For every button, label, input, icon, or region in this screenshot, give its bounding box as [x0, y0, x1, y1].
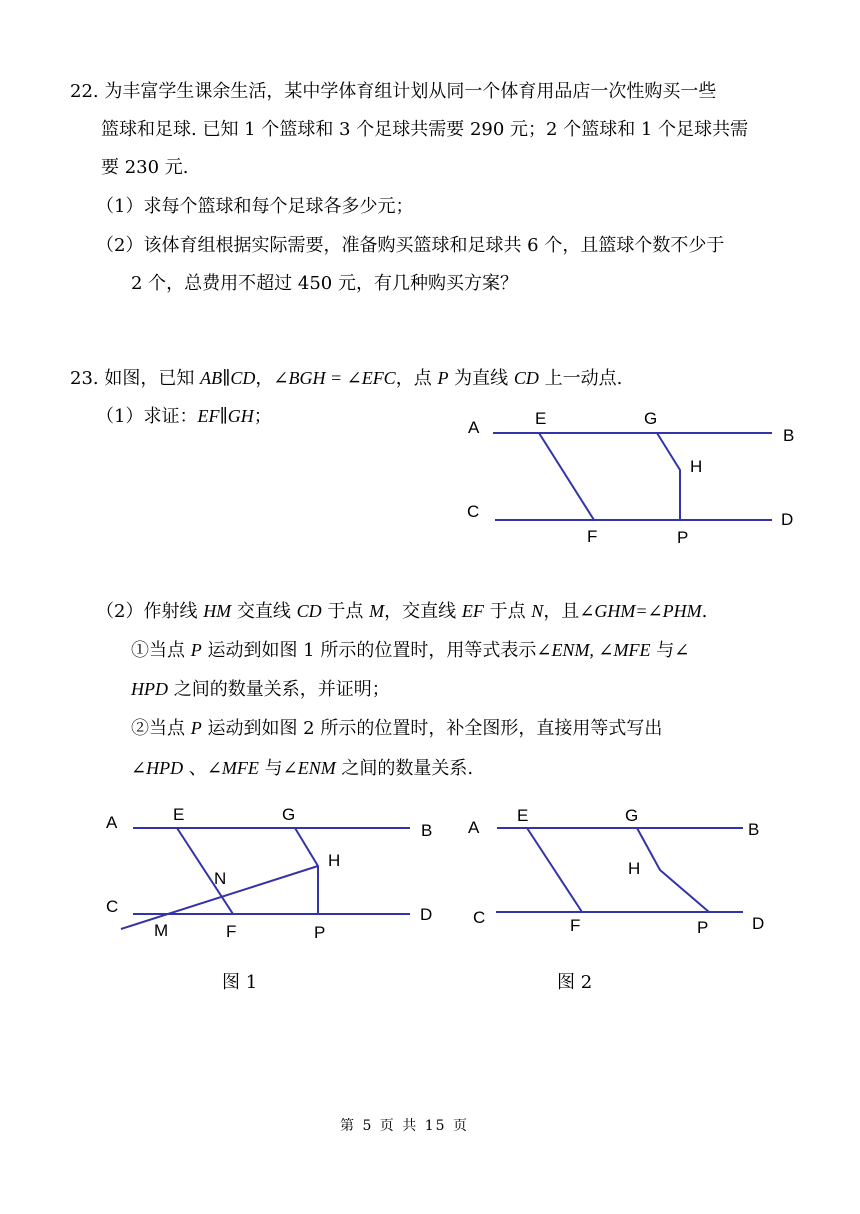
q22-line-3: 要 230 元.	[101, 157, 189, 178]
label-c: C	[467, 502, 480, 521]
label-b: B	[748, 820, 760, 839]
label-a: A	[468, 818, 480, 837]
q23-sub-1-text: 之间的数量关系，并证明；	[168, 679, 390, 700]
label-e: E	[173, 805, 185, 824]
q23-intro-math: ∠BGH = ∠EFC	[273, 368, 396, 388]
q23-sub-2-math: ∠ENM	[282, 758, 336, 778]
q23-part-2-math: ∠GHM=∠PHM	[579, 601, 702, 621]
q23-sub-1-text: 运动到如图 1 所示的位置时，用等式表示	[201, 640, 537, 661]
q23-intro-math: AB∥CD	[200, 368, 256, 388]
q23-part-2-math: EF	[461, 601, 484, 621]
q23-intro-text: 上一动点.	[538, 368, 623, 389]
q23-intro-text: 为直线	[448, 368, 514, 389]
figure-1-caption: 图 1	[222, 972, 258, 993]
q22-part-2-line-2: 2 个，总费用不超过 450 元，有几种购买方案？	[131, 273, 518, 294]
label-b: B	[421, 821, 433, 840]
q23-sub-2-text: 之间的数量关系.	[335, 758, 474, 779]
label-p: P	[677, 528, 689, 547]
q23-intro-text: ，	[255, 368, 274, 389]
segment-ef	[527, 828, 582, 912]
q22-part-1: （1）求每个篮球和每个足球各多少元；	[96, 196, 414, 217]
q23-part-2-math: M	[369, 601, 385, 621]
label-m: M	[154, 921, 169, 940]
label-d: D	[781, 510, 794, 529]
q23-sub-2-text: 、	[183, 758, 207, 779]
q23-part-2-text: .	[701, 601, 708, 622]
label-e: E	[517, 806, 529, 825]
q22-line-2: 篮球和足球. 已知 1 个篮球和 3 个足球共需要 290 元；2 个篮球和 1 个足球共需	[101, 119, 749, 140]
q23-sub-1-math: P	[190, 640, 202, 660]
label-g: G	[282, 805, 296, 824]
q23-sub-2-math: ∠MFE	[206, 758, 259, 778]
q22-line-1: 22. 为丰富学生课余生活，某中学体育组计划从同一个体育用品店一次性购买一些	[70, 81, 717, 102]
label-a: A	[106, 813, 118, 832]
q23-intro-text: 23. 如图，已知	[70, 368, 201, 389]
q23-intro-text: ，点	[395, 368, 438, 389]
q23-part-2-text: （2）作射线	[96, 601, 204, 622]
label-p: P	[697, 918, 709, 937]
label-d: D	[752, 914, 765, 933]
q23-sub-1-math: ∠ENM, ∠MFE	[536, 640, 651, 660]
q23-sub-2-text: 运动到如图 2 所示的位置时，补全图形，直接用等式写出	[201, 718, 663, 739]
label-f: F	[587, 527, 598, 546]
label-f: F	[570, 916, 581, 935]
label-c: C	[106, 897, 119, 916]
label-g: G	[644, 409, 658, 428]
label-h: H	[690, 457, 703, 476]
label-g: G	[625, 806, 639, 825]
label-c: C	[473, 908, 486, 927]
q23-part-2-text: 交直线	[231, 601, 297, 622]
q23-sub-2-text: 与	[258, 758, 283, 779]
q23-intro-math: CD	[513, 368, 539, 388]
q23-part-1-text: （1）求证：	[96, 406, 198, 427]
q23-sub-2-math: ∠HPD	[131, 758, 184, 778]
label-d: D	[420, 905, 433, 924]
path-ghp	[637, 828, 709, 912]
q23-part-1-math: EF∥GH	[197, 406, 254, 426]
figure-2-caption: 图 2	[557, 972, 593, 993]
q22-part-2-line-1: （2）该体育组根据实际需要，准备购买篮球和足球共 6 个，且篮球个数不少于	[96, 235, 725, 256]
label-n: N	[214, 869, 227, 888]
q23-part-2-math: CD	[296, 601, 322, 621]
q23-sub-2-math: P	[190, 718, 202, 738]
q23-part-2-math: N	[531, 601, 544, 621]
q23-part-2-text: 于点	[483, 601, 532, 622]
label-e: E	[535, 409, 547, 428]
q23-intro-math: P	[437, 368, 449, 388]
label-f: F	[226, 922, 237, 941]
label-h: H	[628, 859, 641, 878]
page-footer: 第 5 页 共 15 页	[340, 1118, 469, 1134]
label-b: B	[783, 426, 795, 445]
q23-part-2-text: ，交直线	[384, 601, 462, 622]
label-h: H	[328, 851, 341, 870]
q23-part-2-math: HM	[203, 601, 232, 621]
q23-part-2-text: 于点	[321, 601, 370, 622]
q23-sub-1-math: HPD	[131, 679, 168, 699]
q23-sub-1-text: 与∠	[650, 640, 690, 661]
q23-sub-1-text: ①当点	[131, 640, 191, 661]
label-a: A	[468, 418, 480, 437]
q23-part-1-text: ；	[253, 406, 272, 427]
label-p: P	[314, 923, 326, 942]
q23-sub-2-text: ②当点	[131, 718, 191, 739]
q23-part-2-text: ，且	[543, 601, 580, 622]
